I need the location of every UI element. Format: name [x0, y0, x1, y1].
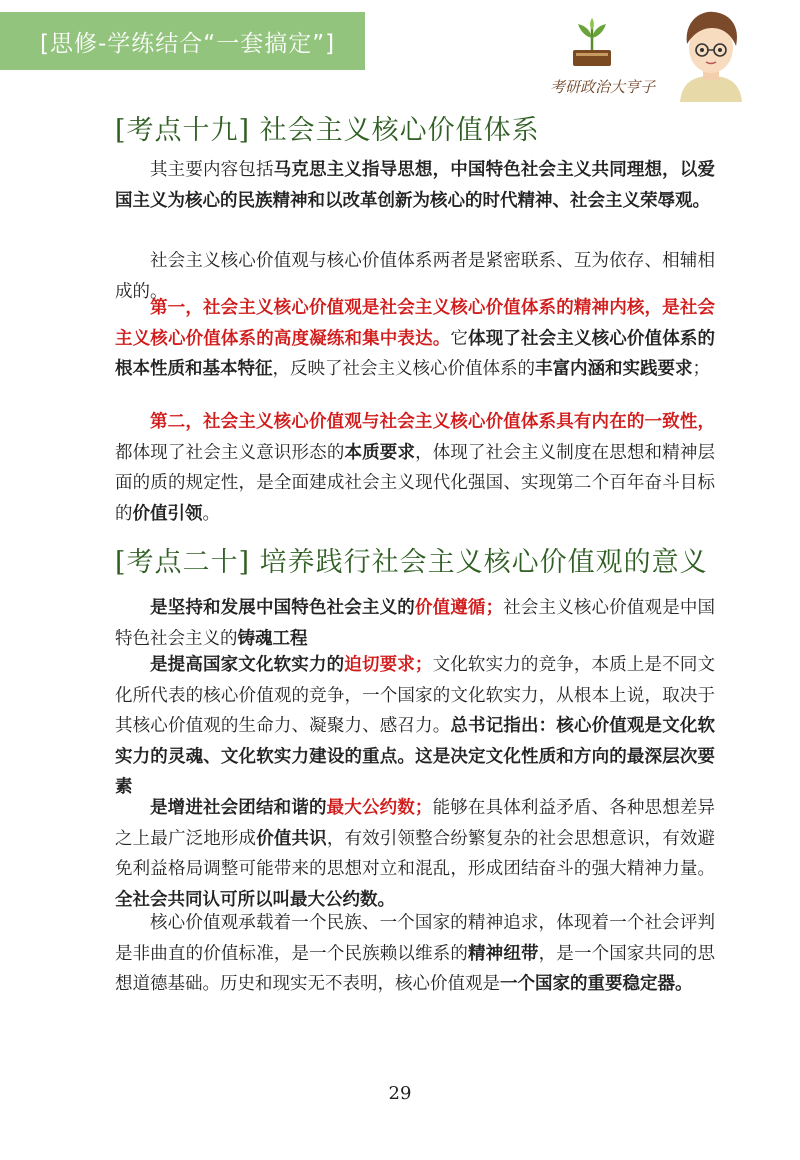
emphasis-red-text: 最大公约数；: [326, 798, 433, 818]
body-text: ，有效引领整合纷繁复杂的社会思想意识，有效避免利益格局调整可能带来的思想对立和混乱，形成团结奋斗的强大精神力量。: [115, 828, 716, 880]
body-text: 它: [450, 328, 469, 349]
body-text: 能够在具体利益矛盾、各种思想差异之上最广泛地形成: [115, 798, 716, 849]
bold-text: 一个国家的重要稳定器。: [500, 974, 693, 995]
bold-text: 丰富内涵和实践要求: [535, 359, 693, 380]
bold-text: 是提高国家文化软实力的: [150, 655, 345, 675]
book-plant-logo-icon: [564, 16, 620, 72]
paragraph: [115, 593, 715, 654]
body-text: 文化软实力的竞争，本质上是不同文化所代表的核心价值观的竞争，一个国家的文化软实力，从根本上说，取决于其核心价值观的生命力、凝聚力、感召力。: [115, 655, 716, 737]
brand-block: [550, 6, 750, 106]
emphasis-red-text: 第一，社会主义核心价值观是社会主义核心价值体系的精神内核，是社会主义核心价值体系的高度凝练和集中表达。: [115, 298, 715, 349]
brand-text: 考研政治大亨子: [550, 78, 656, 96]
body-text: 都体现了社会主义意识形态的: [115, 442, 345, 463]
body-text: 社会主义核心价值观与核心价值体系两者是紧密联系、互为依存、相辅相成的。: [115, 251, 715, 302]
bold-text: 是增进社会团结和谐的: [150, 798, 327, 818]
body-text: ，体现了社会主义制度在思想和精神层面的质的规定性，是全面建成社会主义现代化强国、实现第二个百年奋斗目标的: [115, 442, 716, 524]
body-text: 其主要内容包括: [150, 160, 274, 180]
bold-text: 全社会共同认可所以叫最大公约数。: [115, 889, 395, 910]
bold-text: 是坚持和发展中国特色社会主义的: [150, 598, 415, 618]
body-text: ；: [692, 359, 710, 380]
paragraph: [115, 908, 715, 1000]
cartoon-avatar-icon: [672, 6, 750, 102]
header-banner: [0, 12, 365, 70]
bold-text: 铸魂工程: [237, 628, 308, 649]
emphasis-red-text: 第二，社会主义核心价值观与社会主义核心价值体系具有内在的一致性，: [150, 412, 715, 432]
paragraph: [115, 793, 715, 915]
body-text: 核心价值观承载着一个民族、一个国家的精神追求，体现着一个社会评判是非曲直的价值标准，是一个民族赖以维系的: [115, 913, 715, 964]
section-title-19: [考点十九] 社会主义核心价值体系: [115, 115, 540, 146]
emphasis-red-text: 迫切要求；: [344, 655, 433, 675]
paragraph: [115, 650, 715, 803]
body-text: ，反映了社会主义核心价值体系的: [272, 359, 535, 380]
bold-text: 价值引领: [132, 503, 203, 524]
page-number: 29: [388, 1083, 412, 1104]
body-text: 。: [202, 503, 220, 524]
bold-text: 体现了社会主义核心价值体系的根本性质和基本特征: [115, 328, 716, 380]
paragraph: [115, 407, 715, 529]
emphasis-red-text: 价值遵循；: [414, 598, 504, 618]
paragraph: [115, 293, 715, 385]
body-text: 社会主义核心价值观是中国特色社会主义的: [115, 598, 716, 649]
bold-text: 本质要求: [344, 442, 416, 463]
banner-text: [思修-学练结合“一套搞定”]: [40, 30, 336, 57]
section-title-20: [考点二十] 培养践行社会主义核心价值观的意义: [115, 547, 708, 578]
bold-text: 总书记指出：核心价值观是文化软实力的灵魂、文化软实力建设的重点。这是决定文化性质和方向的最深层次要素: [115, 716, 716, 798]
bold-text: 精神纽带: [468, 943, 539, 964]
bold-text: 马克思主义指导思想，中国特色社会主义共同理想，以爱国主义为核心的民族精神和以改革创新为核心的时代精神、社会主义荣辱观。: [115, 160, 716, 211]
paragraph: [115, 155, 715, 216]
bold-text: 价值共识: [256, 828, 327, 849]
body-text: ，是一个国家共同的思想道德基础。历史和现实无不表明，核心价值观是: [115, 943, 716, 995]
